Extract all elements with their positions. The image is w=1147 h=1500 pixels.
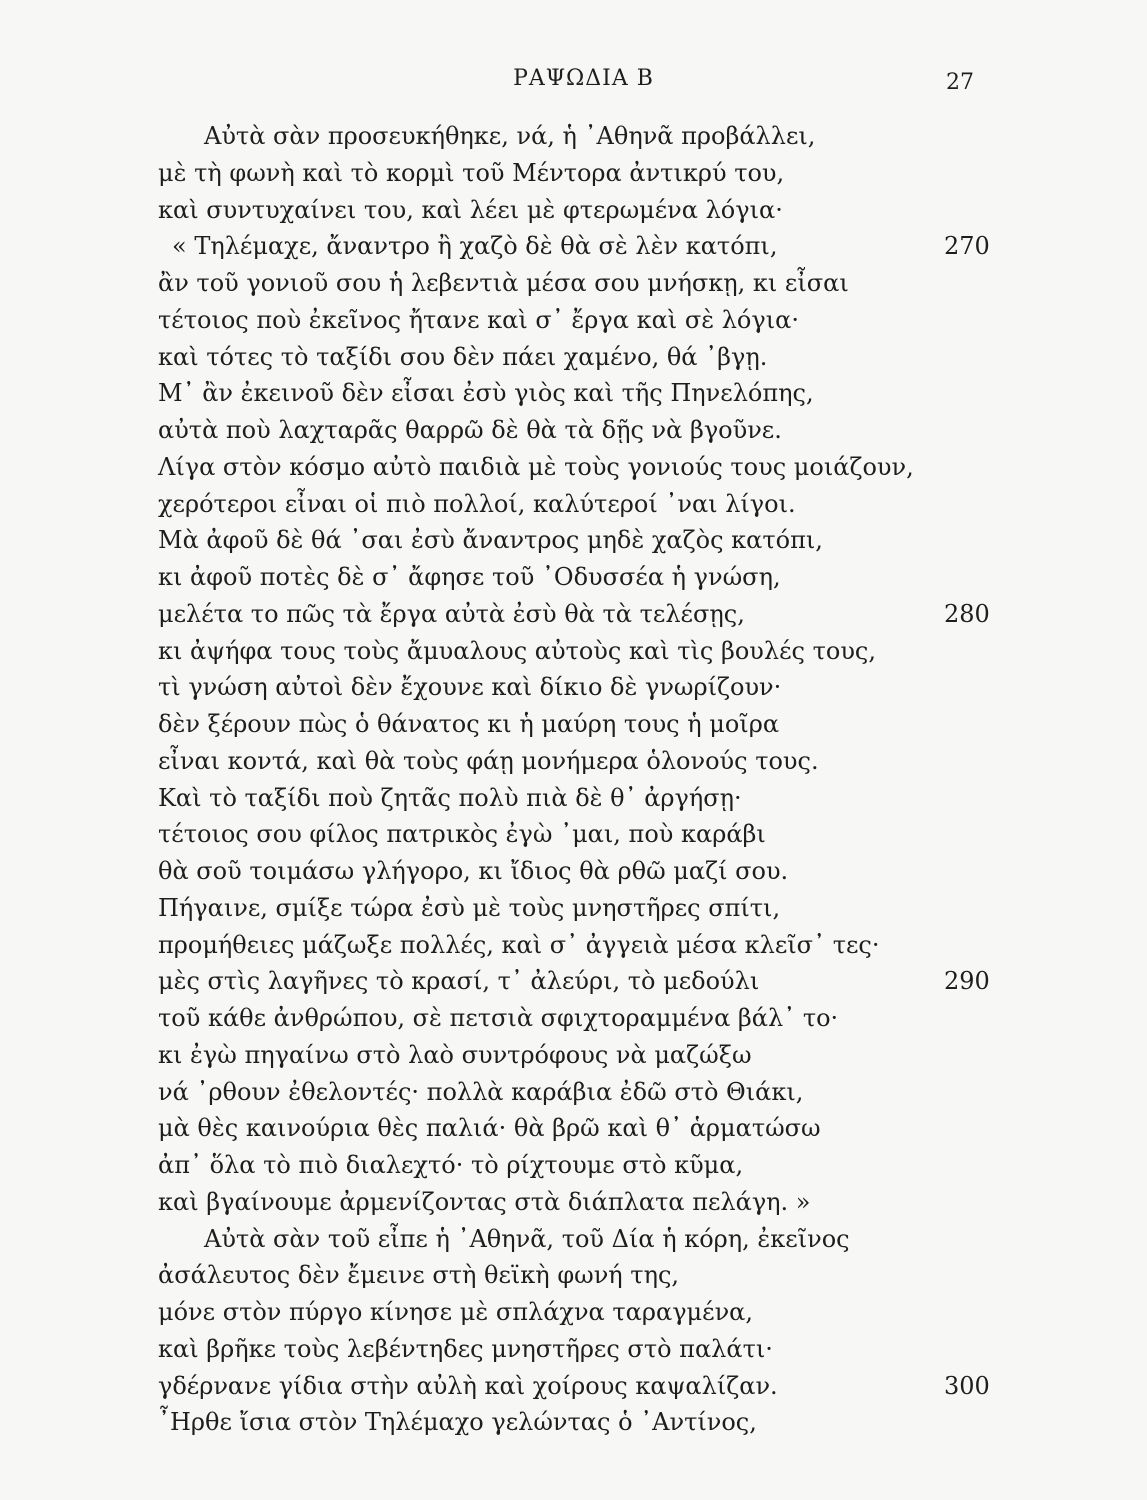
verse-line xyxy=(158,375,998,412)
verse-text: εἶναι κοντά, καὶ θὰ τοὺς φάῃ μονήμερα ὁλονούς τους. xyxy=(158,746,819,775)
verse-text: Καὶ τὸ ταξίδι ποὺ ζητᾶς πολὺ πιὰ δὲ θ᾿ ἀργήσῃ· xyxy=(158,783,742,812)
verse-text: μὲς στὶς λαγῆνες τὸ κρασί, τ᾿ ἀλεύρι, τὸ μεδούλι xyxy=(158,967,760,996)
verse-line xyxy=(158,1331,998,1368)
verse-text: τέτοιος ποὺ ἐκεῖνος ἤτανε καὶ σ᾿ ἔργα καὶ σὲ λόγια· xyxy=(158,305,799,334)
line-number: 300 xyxy=(944,1371,990,1400)
verse-text: Αὐτὰ σὰν προσευκήθηκε, νά, ἡ ᾿Αθηνᾶ προβάλλει, xyxy=(204,122,816,150)
verse-text: γδέρνανε γίδια στὴν αὐλὴ καὶ χοίρους καψαλίζαν. xyxy=(158,1371,778,1400)
verse-line xyxy=(158,743,998,780)
verse-text: καὶ συντυχαίνει του, καὶ λέει μὲ φτερωμένα λόγια· xyxy=(158,195,783,224)
verse-text: καὶ βρῆκε τοὺς λεβέντηδες μνηστῆρες στὸ παλάτι· xyxy=(158,1334,773,1363)
verse-line xyxy=(158,1257,998,1294)
verse-text: δὲν ξέρουν πὼς ὁ θάνατος κι ἡ μαύρη τους ἡ μοῖρα xyxy=(158,710,780,738)
verse-text: θὰ σοῦ τοιμάσω γλήγορο, κι ἴδιος θὰ ρθῶ μαζί σου. xyxy=(158,857,789,885)
verse-line xyxy=(158,963,998,1000)
verse-text: Λίγα στὸν κόσμο αὐτὸ παιδιὰ μὲ τοὺς γονιούς τους μοιάζουν, xyxy=(158,452,914,481)
verse-text: μὲ τὴ φωνὴ καὶ τὸ κορμὶ τοῦ Μέντορα ἀντικρύ του, xyxy=(158,158,785,187)
verse-line xyxy=(158,522,998,559)
verse-text: « Τηλέμαχε, ἄναντρο ἢ χαζὸ δὲ θὰ σὲ λὲν κατόπι, xyxy=(172,232,778,261)
verse-text: Πήγαινε, σμίξε τώρα ἐσὺ μὲ τοὺς μνηστῆρες σπίτι, xyxy=(158,893,781,922)
verse-line xyxy=(158,412,998,449)
verse-text: προμήθειες μάζωξε πολλές, καὶ σ᾿ ἀγγειὰ μέσα κλεῖσ᾿ τες· xyxy=(158,930,880,959)
verse-line xyxy=(158,890,998,927)
verse-text: μὰ θὲς καινούρια θὲς παλιά· θὰ βρῶ καὶ θ᾿ ἁρματώσω xyxy=(158,1114,821,1143)
verse-line xyxy=(158,853,998,890)
verse-text: τοῦ κάθε ἀνθρώπου, σὲ πετσιὰ σφιχτοραμμένα βάλ᾿ το· xyxy=(158,1004,839,1032)
verse-line xyxy=(158,1000,998,1037)
verse-line xyxy=(158,1037,998,1074)
verse-line xyxy=(158,633,998,670)
verse-line xyxy=(158,302,998,339)
verse-line xyxy=(158,155,998,192)
verse-text: τέτοιος σου φίλος πατρικὸς ἐγὼ ᾿μαι, ποὺ καράβι xyxy=(158,820,766,849)
verse-line xyxy=(158,780,998,817)
verse-line xyxy=(158,339,998,376)
page-number: 27 xyxy=(946,70,974,95)
verse-text: καὶ τότες τὸ ταξίδι σου δὲν πάει χαμένο, θά ᾿βγῃ. xyxy=(158,342,768,371)
verse-text: κι ἀψήφα τους τοὺς ἄμυαλους αὐτοὺς καὶ τὶς βουλές τους, xyxy=(158,636,876,665)
verse-line xyxy=(158,1221,998,1258)
verse-line xyxy=(158,706,998,743)
running-header-title: ΡΑΨΩΔΙΑ Β xyxy=(513,66,654,91)
verse-text: μελέτα το πῶς τὰ ἔργα αὐτὰ ἐσὺ θὰ τὰ τελέσῃς, xyxy=(158,599,745,628)
verse-text: τὶ γνώση αὐτοὶ δὲν ἔχουνε καὶ δίκιο δὲ γνωρίζουν· xyxy=(158,673,782,702)
verse-line xyxy=(158,927,998,964)
verse-text: καὶ βγαίνουμε ἀρμενίζοντας στὰ διάπλατα πελάγη. » xyxy=(158,1187,811,1216)
verse-line xyxy=(158,1110,998,1147)
verse-line xyxy=(158,228,998,265)
verse-line xyxy=(158,1368,998,1405)
verse-text: ἀπ᾿ ὅλα τὸ πιὸ διαλεχτό· τὸ ρίχτουμε στὸ κῦμα, xyxy=(158,1151,744,1179)
verse-text: Αὐτὰ σὰν τοῦ εἶπε ἡ ᾿Αθηνᾶ, τοῦ Δία ἡ κόρη, ἐκεῖνος xyxy=(204,1224,850,1253)
verse-line xyxy=(158,449,998,486)
line-number: 280 xyxy=(944,599,990,628)
verse-line xyxy=(158,1147,998,1184)
verse-line xyxy=(158,265,998,302)
verse-text: ἀσάλευτος δὲν ἔμεινε στὴ θεϊκὴ φωνή της, xyxy=(158,1261,680,1290)
verse-text: κι ἀφοῦ ποτὲς δὲ σ᾿ ἄφησε τοῦ ᾿Οδυσσέα ἡ γνώση, xyxy=(158,563,781,591)
verse-line xyxy=(158,118,998,155)
verse-text: μόνε στὸν πύργο κίνησε μὲ σπλάχνα ταραγμένα, xyxy=(158,1298,753,1326)
verse-line xyxy=(158,596,998,633)
verse-line xyxy=(158,816,998,853)
verse-line xyxy=(158,1074,998,1111)
verse-text: χερότεροι εἶναι οἱ πιὸ πολλοί, καλύτεροί ᾿ναι λίγοι. xyxy=(158,489,796,518)
line-number: 270 xyxy=(944,232,990,261)
verse-text: ῏Ηρθε ἴσια στὸν Τηλέμαχο γελώντας ὁ ᾿Αντίνος, xyxy=(158,1408,757,1437)
verse-line xyxy=(158,1404,998,1441)
verse-text: νά ᾿ρθουν ἐθελοντές· πολλὰ καράβια ἐδῶ στὸ Θιάκι, xyxy=(158,1077,804,1106)
verse-line xyxy=(158,1184,998,1221)
verse-line xyxy=(158,486,998,523)
line-number: 290 xyxy=(944,967,990,996)
verse-text: ἂν τοῦ γονιοῦ σου ἡ λεβεντιὰ μέσα σου μνήσκῃ, κι εἶσαι xyxy=(158,269,849,297)
verse-text: Μὰ ἀφοῦ δὲ θά ᾿σαι ἐσὺ ἄναντρος μηδὲ χαζὸς κατόπι, xyxy=(158,526,823,555)
verse-block xyxy=(158,118,998,1441)
verse-line xyxy=(158,559,998,596)
verse-line xyxy=(158,1294,998,1331)
verse-text: αὐτὰ ποὺ λαχταρᾶς θαρρῶ δὲ θὰ τὰ δῇς νὰ βγοῦνε. xyxy=(158,416,782,444)
verse-text: Μ᾿ ἂν ἐκεινοῦ δὲν εἶσαι ἐσὺ γιὸς καὶ τῆς Πηνελόπης, xyxy=(158,379,814,408)
verse-text: κι ἐγὼ πηγαίνω στὸ λαὸ συντρόφους νὰ μαζώξω xyxy=(158,1040,752,1069)
verse-line xyxy=(158,669,998,706)
verse-line xyxy=(158,192,998,229)
